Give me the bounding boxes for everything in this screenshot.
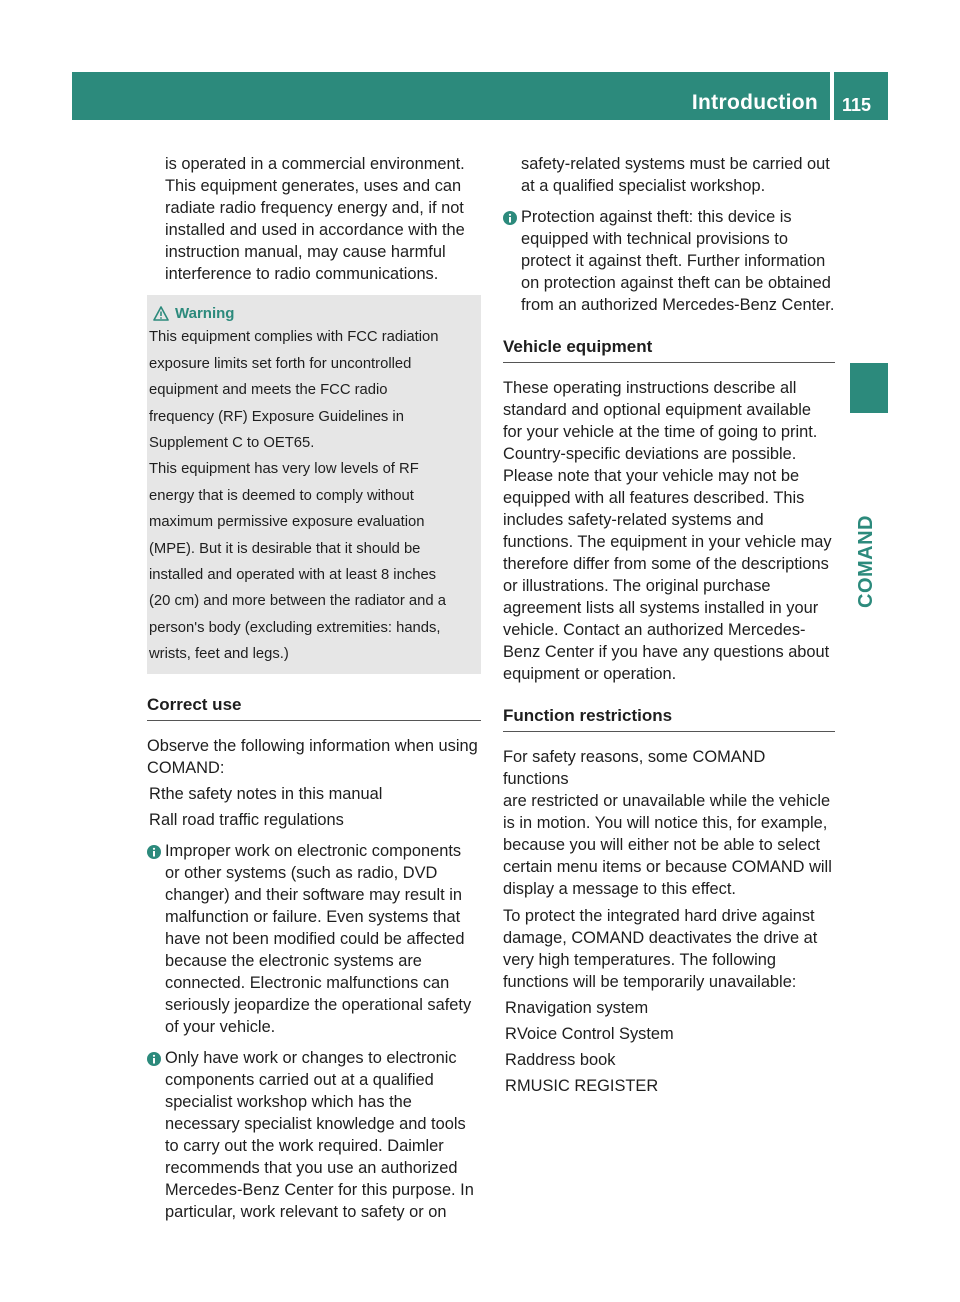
bullet-text: MUSIC REGISTER [517, 1077, 659, 1095]
text-line: Only have work or changes to electronic [165, 1048, 457, 1067]
text-line: particular, work relevant to safety or on [165, 1202, 447, 1221]
text-line: This equipment generates, uses and can [165, 177, 462, 195]
text-line: are restricted or unavailable while the vehicle [503, 792, 831, 810]
text-line: because the electronic systems are [165, 951, 422, 970]
warning-triangle-icon [153, 306, 169, 321]
text-line: necessary specialist knowledge and tools [165, 1114, 466, 1133]
text-line: person's body (excluding extremities: hands, [149, 619, 441, 636]
warning-header [149, 303, 477, 324]
header-divider [830, 72, 834, 120]
left-column [147, 153, 481, 1223]
text-line: therefore differ from some of the descriptions [503, 555, 829, 573]
text-line: malfunction or failure. Even systems that [165, 907, 461, 926]
text-line: from an authorized Mercedes-Benz Center. [521, 296, 835, 314]
text-line: or other systems (such as radio, DVD [165, 863, 438, 882]
info-note-theft-protection [503, 206, 835, 316]
text-line: agreement lists all systems installed in your [503, 599, 819, 617]
text-line: instruction manual, may cause harmful [165, 243, 446, 261]
text-line: of your vehicle. [165, 1017, 276, 1036]
text-line: damage, COMAND deactivates the drive at [503, 929, 818, 947]
bullet-mark: R [149, 810, 161, 829]
section-heading-correct-use: Correct use [147, 694, 481, 721]
text-line: Protection against theft: this device is [521, 208, 792, 226]
bullet-item [503, 1049, 835, 1071]
info-icon [503, 206, 521, 316]
text-line: functions will be temporarily unavailable: [503, 973, 797, 991]
right-column [503, 153, 835, 1097]
bullet-mark: R [149, 784, 161, 803]
text-line: seriously jeopardize the operational safety [165, 995, 472, 1014]
info-note-workshop [147, 1047, 481, 1223]
text-line: Benz Center if you have any questions about [503, 643, 830, 661]
bullet-item [147, 783, 481, 805]
text-line: functions. The equipment in your vehicle may [503, 533, 832, 551]
text-line: maximum permissive exposure evaluation [149, 514, 425, 531]
text-line: installed and used in accordance with the [165, 221, 465, 239]
bullet-text: all road traffic regulations [161, 810, 344, 829]
info-text [521, 206, 835, 316]
text-line: These operating instructions describe all [503, 379, 797, 397]
hard-drive-paragraph [503, 905, 835, 993]
text-line: for your vehicle at the time of going to print. [503, 423, 818, 441]
text-line: certain menu items or because COMAND will [503, 858, 832, 876]
function-restrictions-paragraph [503, 746, 835, 900]
side-section-label-text: COMAND [855, 515, 877, 608]
info-text [165, 840, 481, 1038]
text-line: (20 cm) and more between the radiator and a [149, 593, 446, 610]
chapter-title: Introduction [691, 91, 818, 114]
text-line: For safety reasons, some COMAND functions [503, 748, 766, 788]
text-line: Supplement C to OET65. [149, 435, 315, 452]
warning-box [147, 295, 481, 674]
text-line: Country-specific deviations are possible. [503, 445, 797, 463]
text-line: is in motion. You will notice this, for example, [503, 814, 828, 832]
section-heading-vehicle-equipment: Vehicle equipment [503, 336, 835, 363]
text-line: components carried out at a qualified [165, 1070, 434, 1089]
text-line: includes safety-related systems and [503, 511, 764, 529]
info-icon [147, 840, 165, 1038]
info-note-improper-work [147, 840, 481, 1038]
warning-paragraph-2 [149, 459, 477, 665]
text-line: safety-related systems must be carried out [521, 155, 830, 173]
text-line: changer) and their software may result in [165, 885, 462, 904]
text-line: interference to radio communications. [165, 265, 439, 283]
text-line: have not been modified could be affected [165, 929, 465, 948]
text-line: because you will either not be able to select [503, 836, 821, 854]
warning-title: Warning [175, 305, 235, 322]
text-line: frequency (RF) Exposure Guidelines in [149, 408, 404, 425]
text-line: This equipment complies with FCC radiation [149, 329, 439, 346]
text-line: vehicle. Contact an authorized Mercedes- [503, 621, 806, 639]
text-line: recommends that you use an authorized [165, 1158, 458, 1177]
text-line: connected. Electronic malfunctions can [165, 973, 450, 992]
side-section-label [855, 428, 883, 608]
text-line: protect it against theft. Further information [521, 252, 826, 270]
page-number: 115 [842, 95, 872, 115]
correct-use-intro [147, 735, 481, 779]
text-line: on protection against theft can be obtained [521, 274, 831, 292]
text-line: equipped with all features described. This [503, 489, 805, 507]
text-line: (MPE). But it is desirable that it should be [149, 540, 421, 557]
continued-paragraph [503, 153, 835, 197]
text-line: This equipment has very low levels of RF [149, 461, 419, 478]
text-line: energy that is deemed to comply without [149, 487, 414, 504]
bullet-text: Voice Control System [517, 1025, 674, 1043]
text-line: installed and operated with at least 8 inches [149, 567, 437, 584]
text-line: COMAND: [147, 758, 225, 777]
bullet-item [503, 997, 835, 1019]
text-line: Mercedes-Benz Center for this purpose. In [165, 1180, 474, 1199]
text-line: is operated in a commercial environment. [165, 155, 465, 173]
intro-paragraph [147, 153, 481, 285]
bullet-text: address book [517, 1051, 616, 1069]
text-line: radiate radio frequency energy and, if not [165, 199, 464, 217]
text-line: at a qualified specialist workshop. [521, 177, 766, 195]
section-heading-function-restrictions: Function restrictions [503, 705, 835, 732]
bullet-mark: R [505, 999, 517, 1017]
bullet-mark: R [505, 1051, 517, 1069]
bullet-text: navigation system [517, 999, 649, 1017]
text-line: Observe the following information when using [147, 736, 478, 755]
bullet-item [147, 809, 481, 831]
vehicle-equipment-paragraph [503, 377, 835, 685]
text-line: to carry out the work required. Daimler [165, 1136, 444, 1155]
text-line: equipment or operation. [503, 665, 677, 683]
warning-paragraph-1 [149, 327, 477, 454]
text-line: Improper work on electronic components [165, 841, 462, 860]
text-line: equipped with technical provisions to [521, 230, 788, 248]
text-line: specialist workshop which has the [165, 1092, 412, 1111]
bullet-item [503, 1023, 835, 1045]
text-line: very high temperatures. The following [503, 951, 777, 969]
text-line: To protect the integrated hard drive against [503, 907, 815, 925]
text-line: exposure limits set forth for uncontrolled [149, 355, 412, 372]
text-line: Please note that your vehicle may not be [503, 467, 800, 485]
info-icon [147, 1047, 165, 1223]
bullet-mark: R [505, 1025, 517, 1043]
text-line: standard and optional equipment available [503, 401, 812, 419]
bullet-item [503, 1075, 835, 1097]
text-line: display a message to this effect. [503, 880, 736, 898]
text-line: equipment and meets the FCC radio [149, 382, 388, 399]
text-line: wrists, feet and legs.) [149, 646, 289, 663]
bullet-mark: R [505, 1077, 517, 1095]
side-tab-marker [850, 363, 888, 413]
bullet-text: the safety notes in this manual [161, 784, 383, 803]
info-text [165, 1047, 481, 1223]
text-line: or illustrations. The original purchase [503, 577, 771, 595]
